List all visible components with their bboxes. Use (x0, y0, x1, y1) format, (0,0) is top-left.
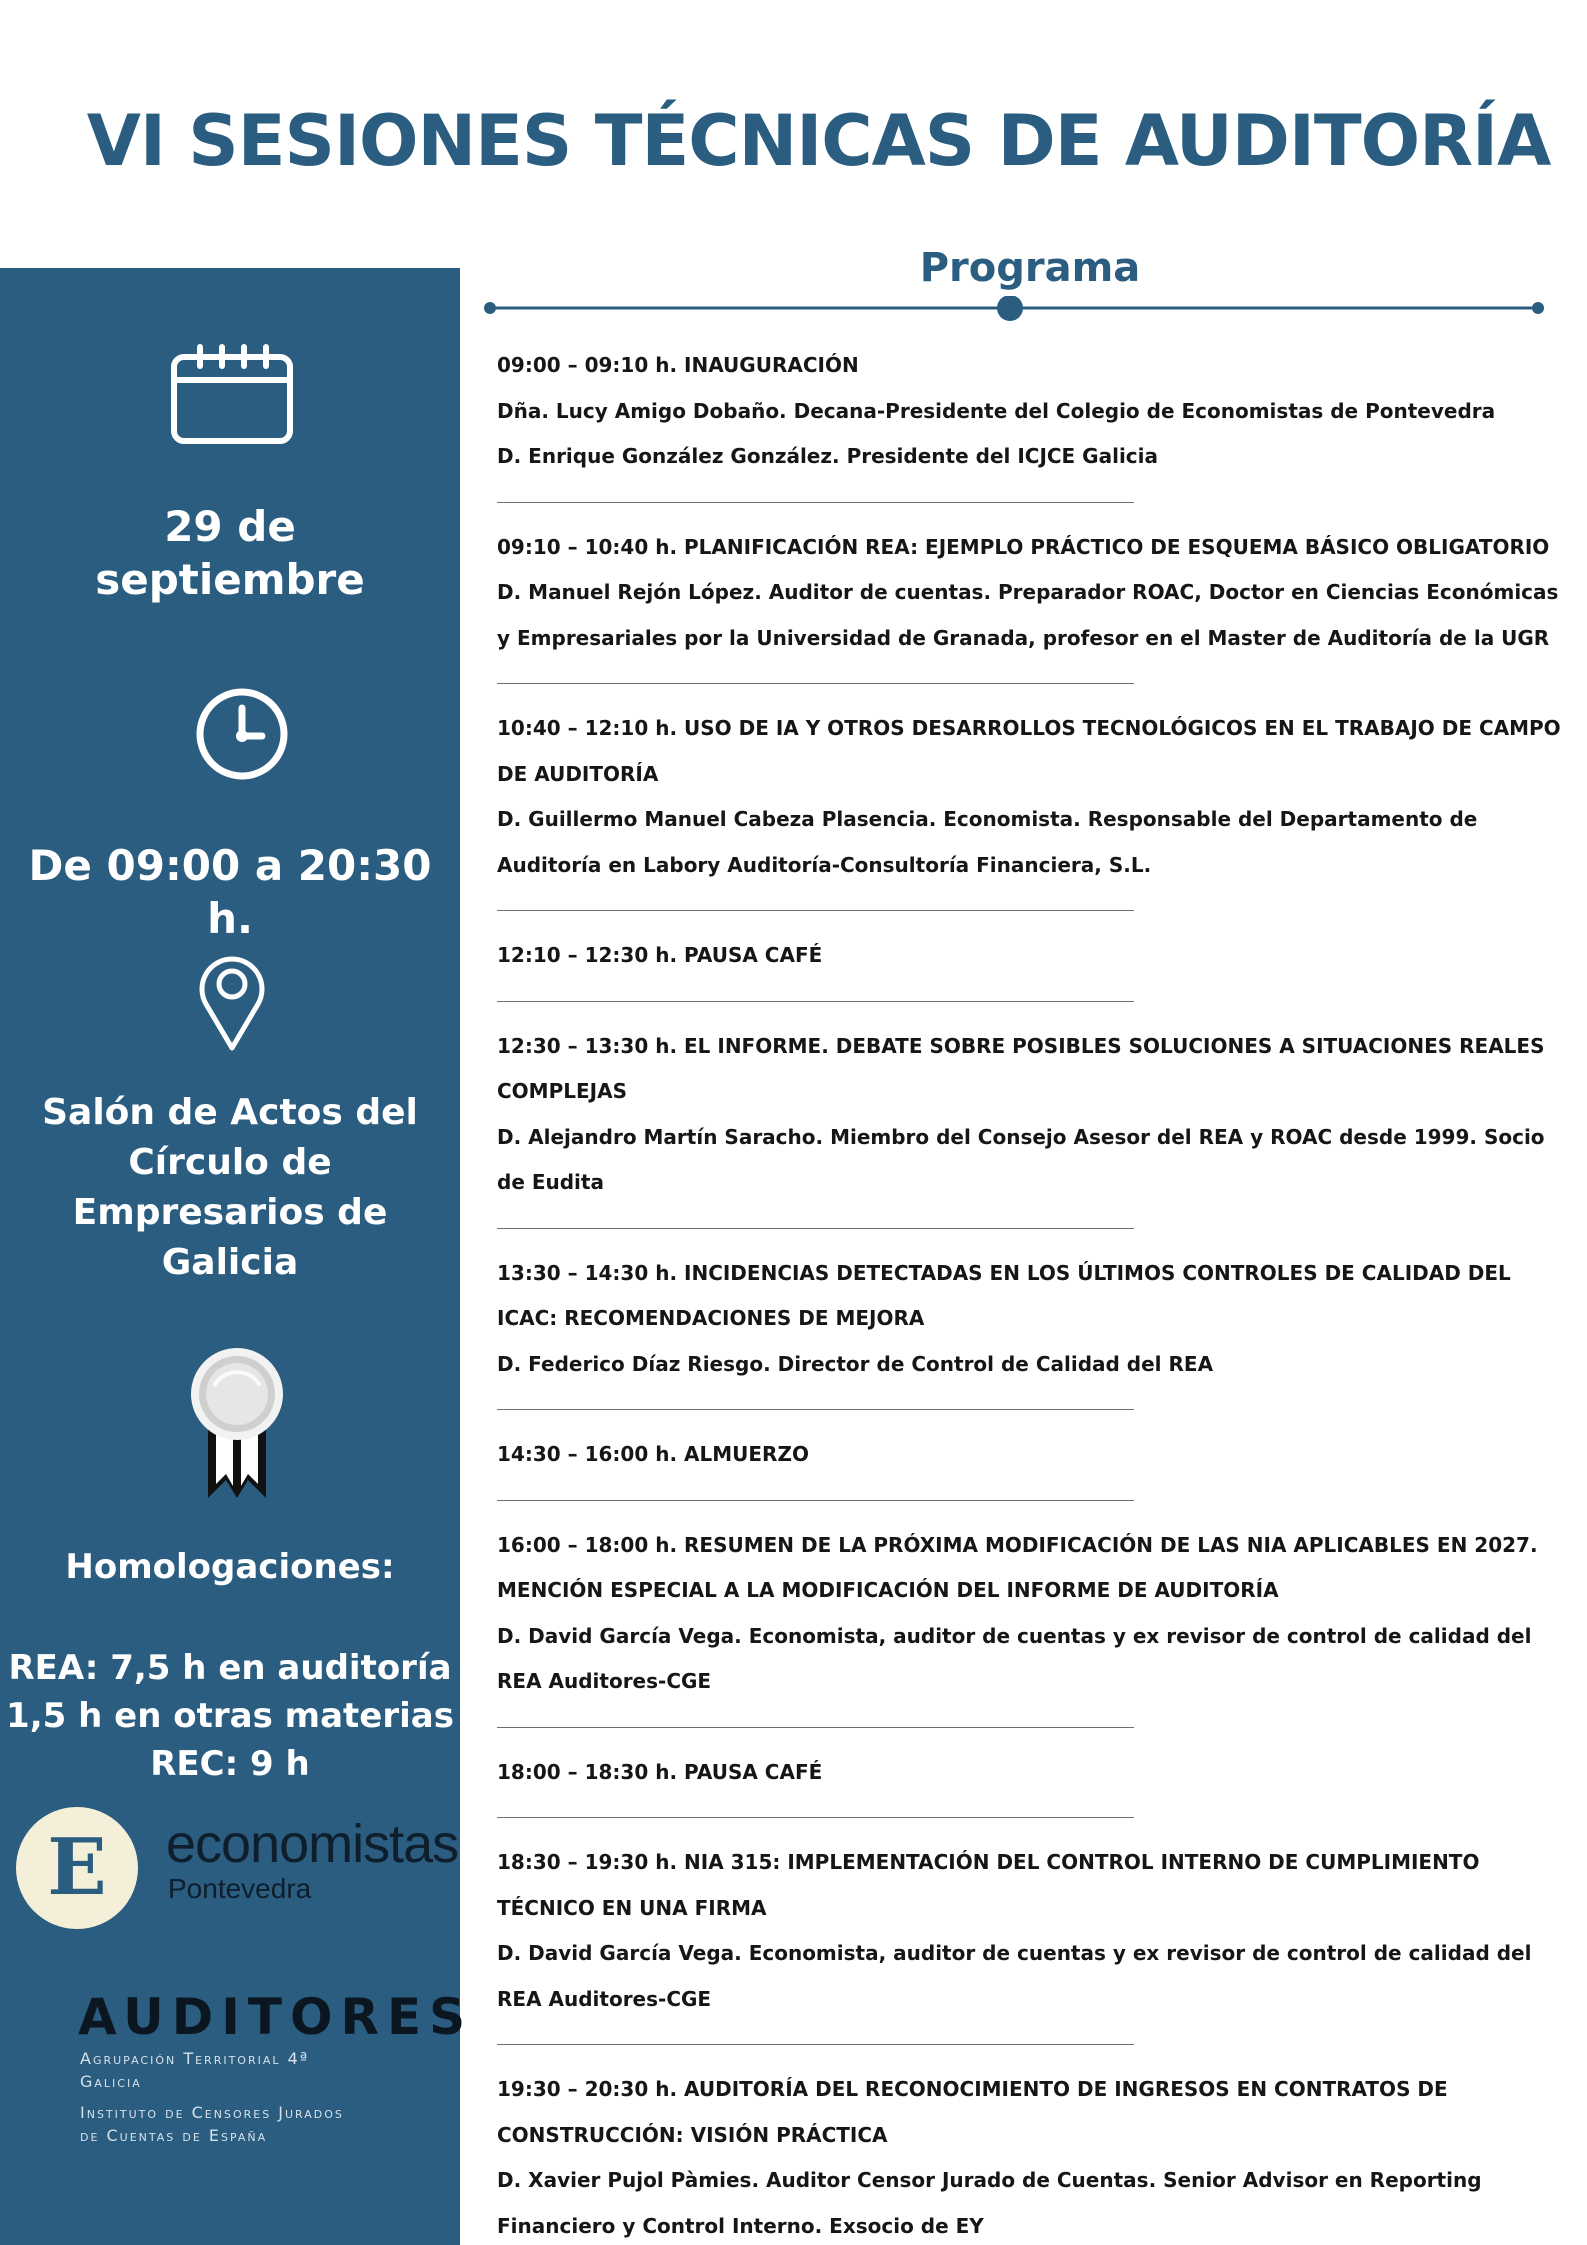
session-separator (497, 683, 1134, 684)
agenda-session (497, 525, 1567, 662)
session-detail: COMPLEJAS (497, 1079, 627, 1103)
session-heading: 09:00 – 09:10 h. INAUGURACIÓN (497, 353, 859, 377)
event-time: De 09:00 a 20:30 h. (28, 841, 432, 943)
session-detail: DE AUDITORÍA (497, 761, 659, 786)
session-heading: 16:00 – 18:00 h. RESUMEN DE LA PRÓXIMA MODIFICACIÓN DE LAS NIA APLICABLES EN 2027. (497, 1532, 1538, 1557)
homologacion-line: 1,5 h en otras materias (6, 1696, 454, 1736)
session-detail: y Empresariales por la Universidad de Granada, profesor en el Master de Auditoría de la UGR (497, 625, 1550, 650)
economistas-logo-sub: Pontevedra (168, 1873, 312, 1904)
agenda-session (497, 706, 1567, 888)
session-detail: Financiero y Control Interno. Exsocio de EY (497, 2213, 984, 2238)
session-separator (497, 910, 1134, 911)
agenda-session (497, 1251, 1567, 1388)
event-venue (0, 1088, 460, 1288)
session-heading: 10:40 – 12:10 h. USO DE IA Y OTROS DESARROLLOS TECNOLÓGICOS EN EL TRABAJO DE CAMPO (497, 716, 1561, 740)
economistas-logo-word: economistas (166, 1814, 459, 1874)
session-heading: 18:00 – 18:30 h. PAUSA CAFÉ (497, 1759, 823, 1784)
session-detail: D. Manuel Rejón López. Auditor de cuentas. Preparador ROAC, Doctor en Ciencias Económicas (497, 580, 1559, 604)
agenda-session (497, 1432, 1567, 1478)
economistas-logo-mark (16, 1807, 138, 1929)
session-separator (497, 1001, 1134, 1002)
auditores-logo-line: Agrupación Territorial 4ª (80, 2049, 310, 2068)
session-detail: D. David García Vega. Economista, auditor de cuentas y ex revisor de control de calidad del (497, 1623, 1532, 1648)
session-heading: 19:30 – 20:30 h. AUDITORÍA DEL RECONOCIMIENTO DE INGRESOS EN CONTRATOS DE (497, 2077, 1448, 2101)
agenda-session (497, 343, 1567, 480)
session-separator (497, 1727, 1134, 1728)
session-heading: 12:30 – 13:30 h. EL INFORME. DEBATE SOBRE POSIBLES SOLUCIONES A SITUACIONES REALES (497, 1033, 1545, 1058)
session-separator (497, 1500, 1134, 1501)
location-pin-icon (196, 948, 268, 1052)
page-title: VI SESIONES TÉCNICAS DE AUDITORÍA (86, 100, 1551, 182)
session-separator (497, 1409, 1134, 1410)
event-date-line1: 29 de (164, 502, 296, 551)
session-detail: REA Auditores-CGE (497, 1986, 712, 2011)
venue-line: Salón de Actos del (42, 1092, 418, 1133)
programa-title: Programa (919, 245, 1141, 291)
session-separator (497, 502, 1134, 503)
homologaciones-title: Homologaciones: (65, 1547, 395, 1587)
clock-icon (194, 686, 290, 782)
session-detail: TÉCNICO EN UNA FIRMA (497, 1895, 767, 1920)
venue-line: Galicia (161, 1242, 299, 1283)
session-detail: D. Federico Díaz Riesgo. Director de Control de Calidad del REA (497, 1351, 1214, 1376)
programa-divider (484, 296, 1544, 322)
session-detail: de Eudita (497, 1170, 604, 1194)
homologacion-line: REA: 7,5 h en auditoría (8, 1648, 452, 1688)
event-info-sidebar (0, 268, 474, 2245)
calendar-icon (170, 344, 294, 446)
session-detail: ICAC: RECOMENDACIONES DE MEJORA (497, 1306, 925, 1330)
agenda-session (497, 2067, 1567, 2245)
session-detail: D. Enrique González González. Presidente del ICJCE Galicia (497, 444, 1159, 468)
session-separator (497, 1817, 1134, 1818)
economistas-logo-letter: E (47, 1822, 107, 1913)
session-detail: Auditoría en Labory Auditoría-Consultoría Financiera, S.L. (497, 852, 1152, 877)
homologaciones-list (0, 1644, 460, 1788)
venue-line: Empresarios de (72, 1192, 388, 1233)
auditores-logo-line: Instituto de Censores Jurados (80, 2103, 344, 2122)
session-detail: REA Auditores-CGE (497, 1669, 712, 1693)
agenda-session (497, 1840, 1567, 2022)
venue-line: Círculo de (128, 1142, 332, 1183)
event-date (0, 501, 460, 606)
session-detail: D. Xavier Pujol Pàmies. Auditor Censor Jurado de Cuentas. Senior Advisor en Reporting (497, 2168, 1482, 2192)
session-detail: D. David García Vega. Economista, auditor de cuentas y ex revisor de control de calidad del (497, 1941, 1532, 1965)
session-heading: 12:10 – 12:30 h. PAUSA CAFÉ (497, 943, 823, 967)
agenda-list (497, 343, 1567, 2245)
auditores-logo-line: Galicia (80, 2072, 142, 2091)
session-separator (497, 1228, 1134, 1229)
auditores-logo-line: de Cuentas de España (80, 2126, 268, 2145)
agenda-session (497, 1523, 1567, 1705)
homologacion-line: REC: 9 h (150, 1744, 310, 1784)
session-heading: 18:30 – 19:30 h. NIA 315: IMPLEMENTACIÓN DEL CONTROL INTERNO DE CUMPLIMIENTO (497, 1850, 1480, 1874)
agenda-session (497, 933, 1567, 979)
session-heading: 09:10 – 10:40 h. PLANIFICACIÓN REA: EJEMPLO PRÁCTICO DE ESQUEMA BÁSICO OBLIGATORIO (497, 534, 1550, 559)
event-date-line2: septiembre (95, 554, 365, 604)
session-detail: D. Guillermo Manuel Cabeza Plasencia. Economista. Responsable del Departamento de (497, 807, 1478, 831)
session-detail: D. Alejandro Martín Saracho. Miembro del Consejo Asesor del REA y ROAC desde 1999. Socio (497, 1124, 1545, 1149)
auditores-logo-word: AUDITORES (78, 1988, 474, 2046)
session-detail: MENCIÓN ESPECIAL A LA MODIFICACIÓN DEL INFORME DE AUDITORÍA (497, 1578, 1279, 1602)
agenda-session (497, 1024, 1567, 1206)
award-ribbon-icon (186, 1346, 288, 1506)
session-detail: Dña. Lucy Amigo Dobaño. Decana-Presidente del Colegio de Economistas de Pontevedra (497, 398, 1496, 423)
session-heading: 13:30 – 14:30 h. INCIDENCIAS DETECTADAS EN LOS ÚLTIMOS CONTROLES DE CALIDAD DEL (497, 1260, 1511, 1285)
session-detail: CONSTRUCCIÓN: VISIÓN PRÁCTICA (497, 2122, 888, 2147)
session-heading: 14:30 – 16:00 h. ALMUERZO (497, 1442, 809, 1466)
session-separator (497, 2044, 1134, 2045)
agenda-session (497, 1750, 1567, 1796)
